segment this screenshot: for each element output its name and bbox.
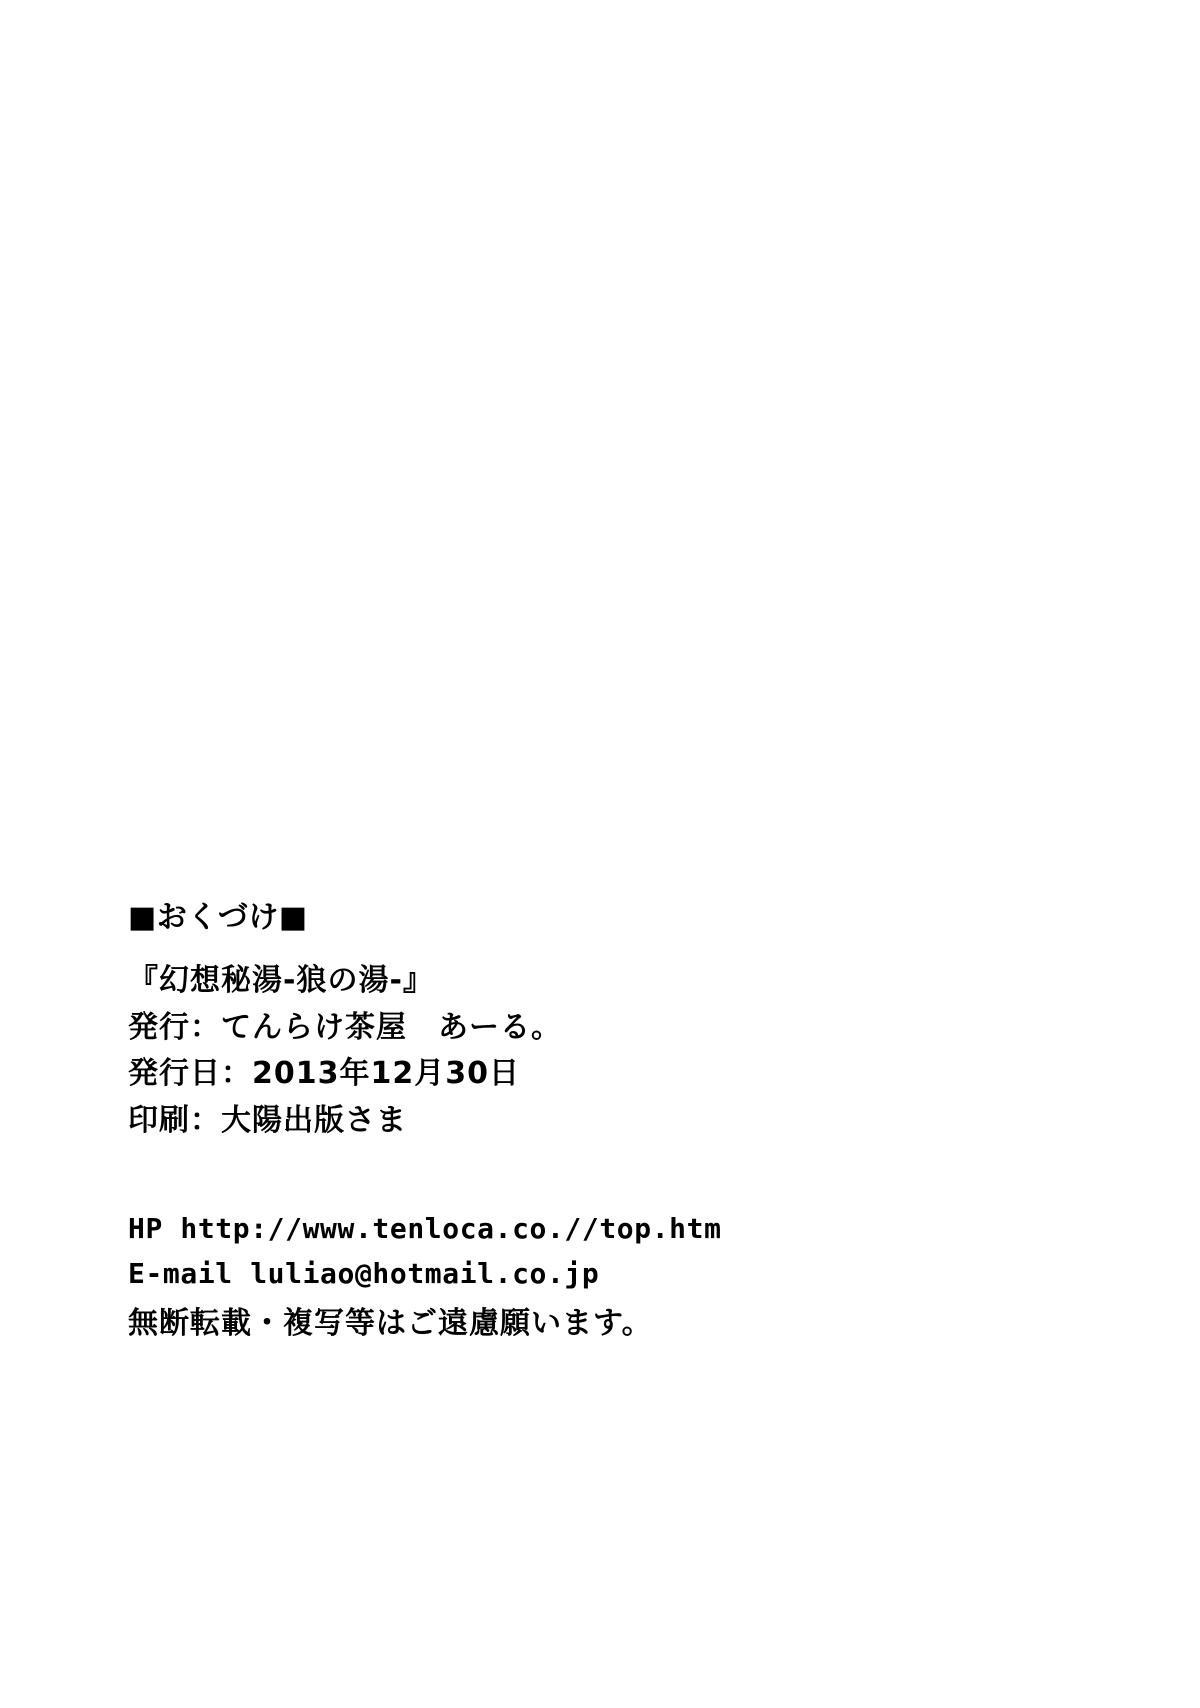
email-line: E-mail luliao@hotmail.co.jp — [128, 1257, 600, 1291]
publisher-line: 発行：てんらけ茶屋 あーる。 — [128, 1009, 562, 1045]
printer-line: 印刷：大陽出版さま — [128, 1102, 407, 1138]
publication-info-block — [128, 958, 1028, 1144]
publication-title: 『幻想秘湯-狼の湯-』 — [128, 963, 434, 998]
block-spacer — [128, 1144, 1028, 1206]
colophon-section — [128, 900, 1028, 1346]
homepage-line: HP http://www.tenloca.co.//top.htm — [128, 1212, 722, 1245]
publication-date-line: 発行日：2013年12月30日 — [128, 1056, 520, 1091]
copyright-notice: 無断転載・複写等はご遠慮願います。 — [128, 1305, 653, 1341]
colophon-heading: ■おくづけ■ — [128, 900, 308, 935]
contact-info-block — [128, 1206, 1028, 1346]
